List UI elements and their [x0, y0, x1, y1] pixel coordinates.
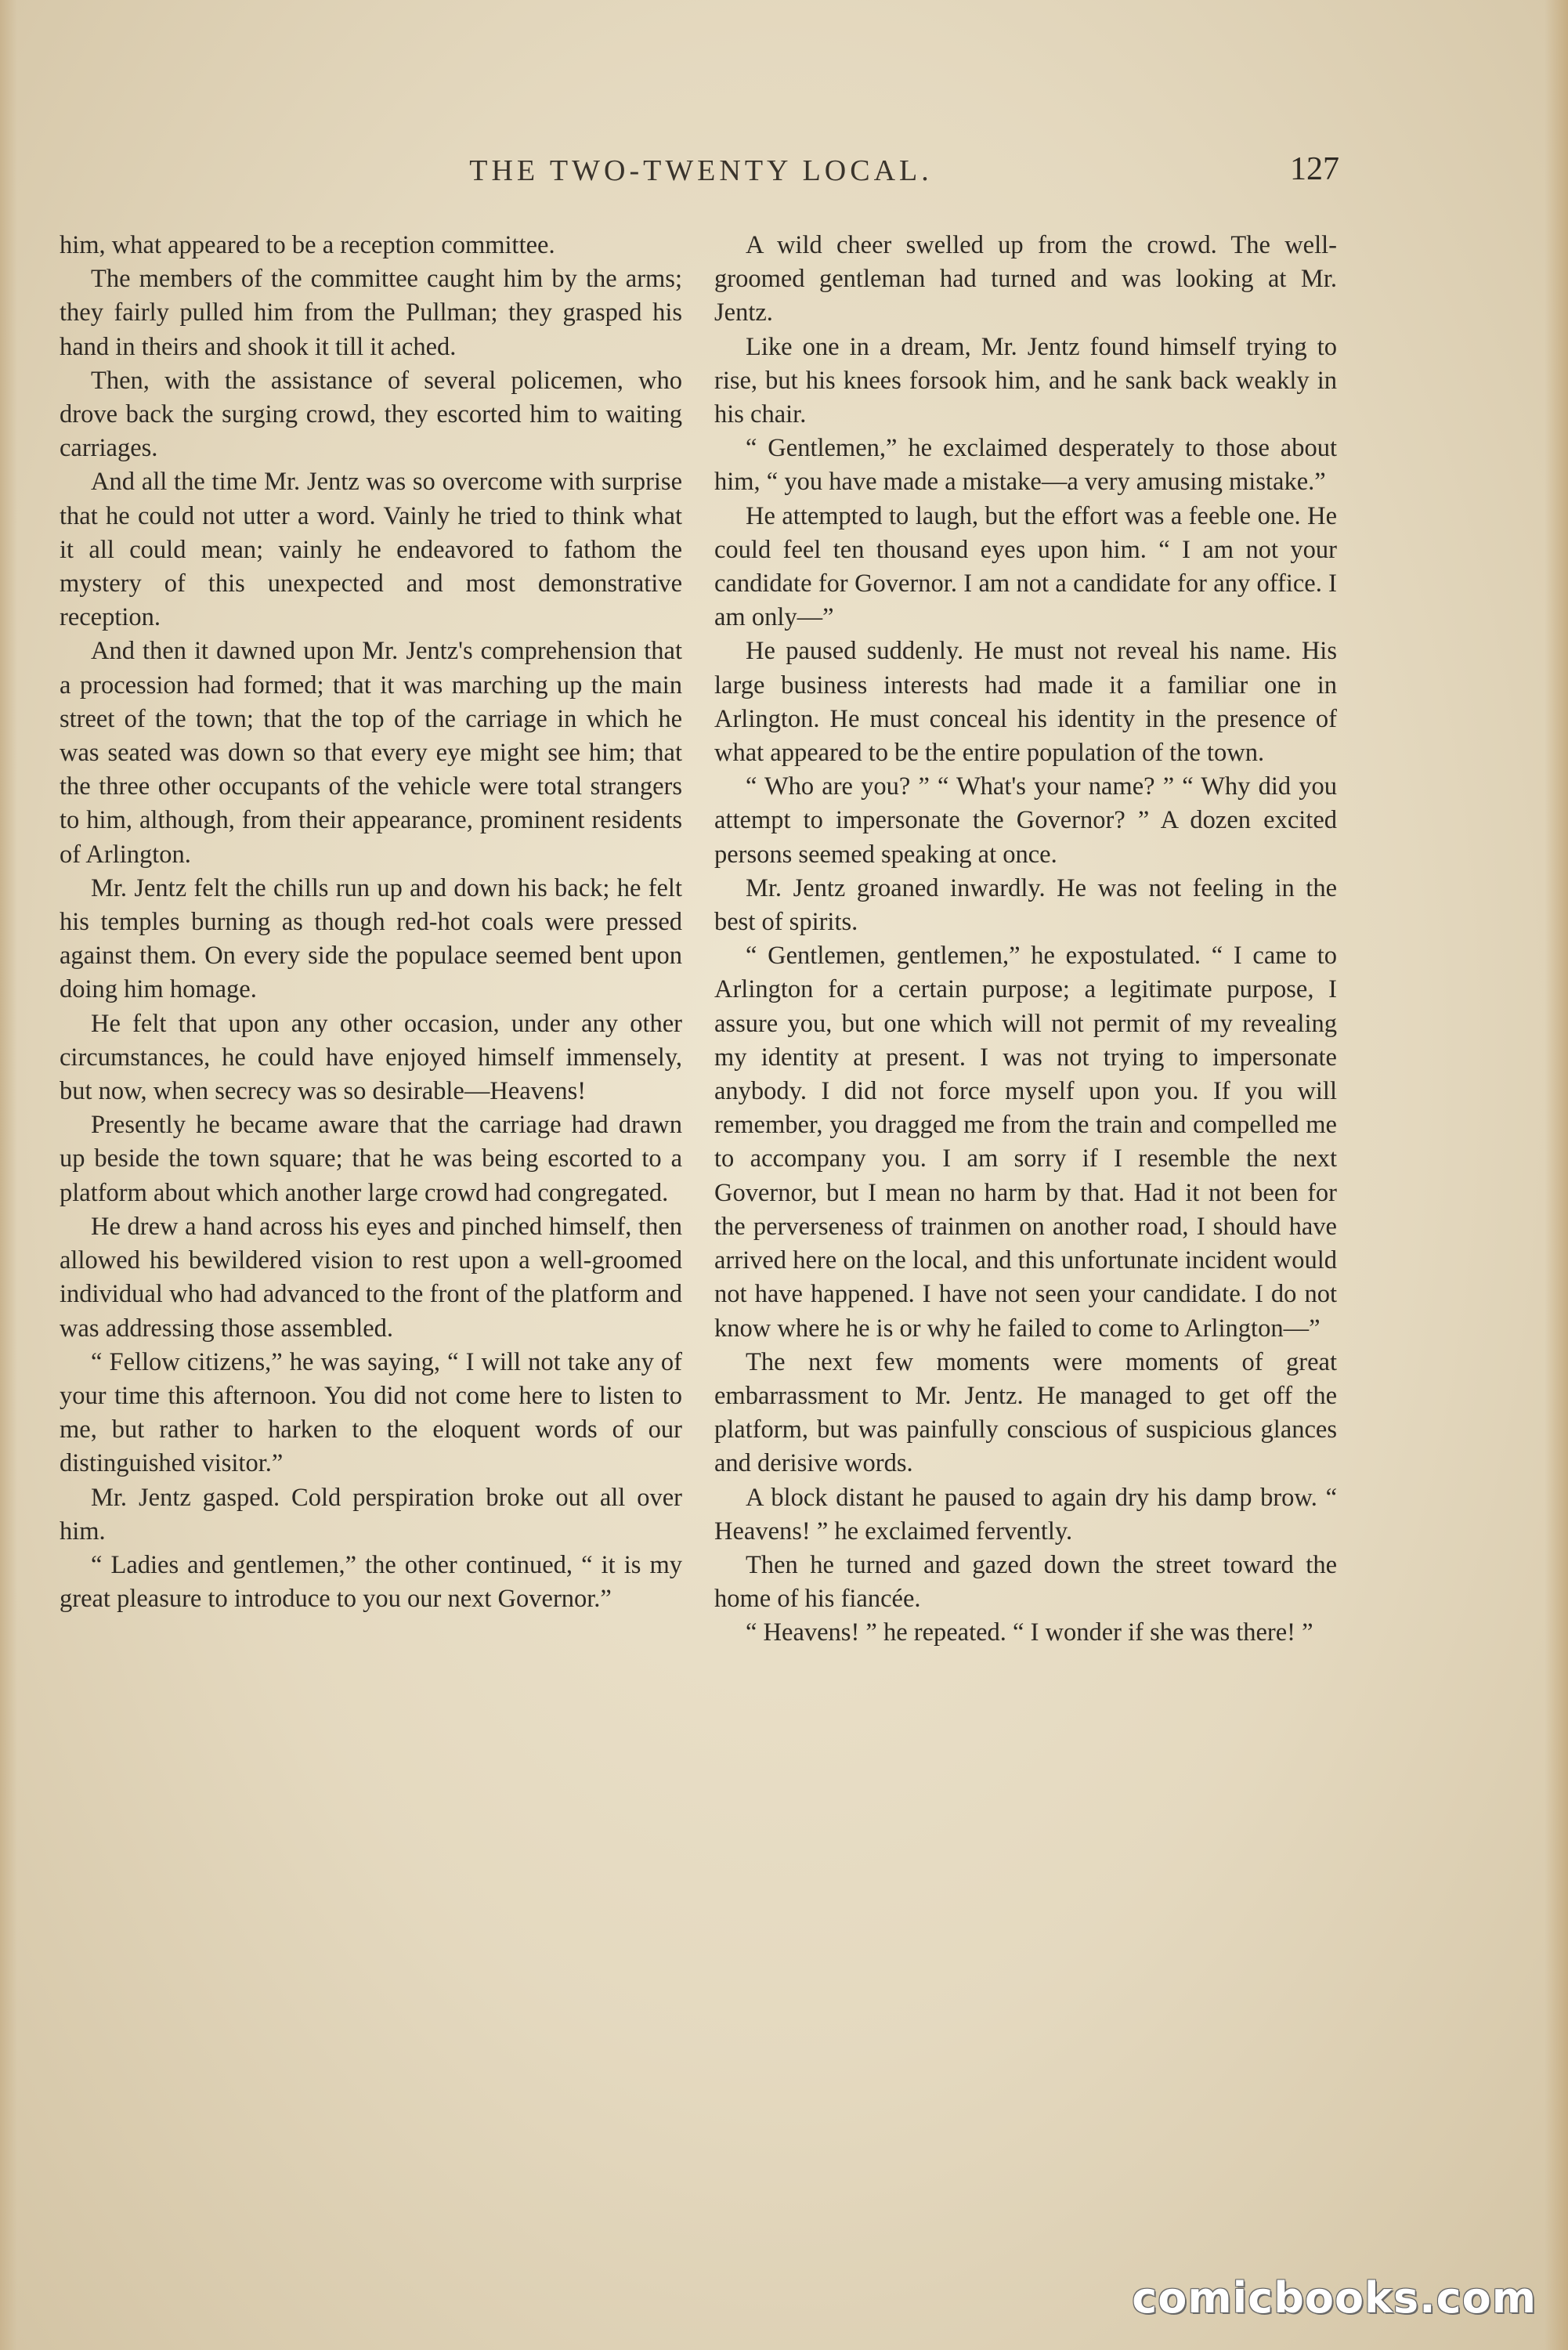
paragraph: Mr. Jentz gasped. Cold perspiration broke out all over him. [60, 1483, 682, 1546]
paragraph: “ Heavens! ” he repeated. “ I wonder if she was there! ” [746, 1618, 1313, 1647]
running-title: THE TWO-TWENTY LOCAL. [469, 154, 933, 187]
left-text-column [60, 229, 682, 1616]
page-edge-shadow-right [1545, 0, 1568, 2350]
paragraph: Like one in a dream, Mr. Jentz found himself trying to rise, but his knees forsook him, and he sank back weakly in his chair. [714, 332, 1337, 429]
page-number: 127 [1290, 151, 1339, 187]
paragraph: Mr. Jentz groaned inwardly. He was not feeling in the best of spirits. [714, 873, 1337, 937]
paragraph: “ Fellow citizens,” he was saying, “ I will not take any of your time this afternoon. You did not come here to listen to me, but rather to harken to the eloquent words of our distinguished visitor.” [60, 1347, 682, 1478]
paragraph: The next few moments were moments of great embarrassment to Mr. Jentz. He managed to get off the platform, but was painfully conscious of suspicious glances and derisive words. [714, 1347, 1337, 1478]
page-header [63, 151, 1339, 201]
paragraph: “ Who are you? ” “ What's your name? ” “ Why did you attempt to impersonate the Governor? ” A dozen excited persons seemed speaking at once. [714, 772, 1337, 869]
paragraph: And all the time Mr. Jentz was so overcome with surprise that he could not utter a word. Vainly he tried to think what it all could mean; vainly he endeavored to fathom the mystery of this unexpected and most demonstrative reception. [60, 468, 682, 632]
paragraph: “ Gentlemen, gentlemen,” he expostulated. “ I came to Arlington for a certain purpose; a legitimate purpose, I assure you, but one which will not permit of my revealing my identity at present. I was not trying to impersonate anybody. I did not force myself upon you. If you will remember, you dragged me from the train and compelled me to accompany you. I am sorry if I resemble the next Governor, but I mean no harm by that. Had it not been for the perverseness of trainmen on another road, I should have arrived here on the local, and this unfortunate incident would not have happened. I have not seen your candidate. I do not know where he is or why he failed to come to Arlington—” [714, 942, 1337, 1343]
paragraph: And then it dawned upon Mr. Jentz's comprehension that a procession had formed; that it was marching up the main street of the town; that the top of the carriage in which he was seated was down so that every eye might see him; that the three other occupants of the vehicle were total strangers to him, although, from their appearance, prominent residents of Arlington. [60, 637, 682, 869]
paragraph: Then he turned and gazed down the street toward the home of his fiancée. [714, 1550, 1337, 1614]
paragraph: “ Gentlemen,” he exclaimed desperately to those about him, “ you have made a mistake—a very amusing mistake.” [714, 434, 1337, 497]
paragraph: A wild cheer swelled up from the crowd. The well-groomed gentleman had turned and was looking at Mr. Jentz. [714, 231, 1337, 327]
paragraph: Mr. Jentz felt the chills run up and down his back; he felt his temples burning as though red-hot coals were pressed against them. On every side the populace seemed bent upon doing him homage. [60, 873, 682, 1004]
watermark: comicbooks.com [1132, 2273, 1537, 2323]
paragraph: He drew a hand across his eyes and pinched himself, then allowed his bewildered vision to rest upon a well-groomed individual who had advanced to the front of the platform and was addressing those assembled. [60, 1212, 682, 1343]
paragraph: He paused suddenly. He must not reveal his name. His large business interests had made it a familiar one in Arlington. He must conceal his identity in the presence of what appeared to be the entire population of the town. [714, 637, 1337, 768]
paragraph: him, what appeared to be a reception committee. [60, 231, 555, 259]
paragraph: Presently he became aware that the carriage had drawn up beside the town square; that he was being escorted to a platform about which another large crowd had congregated. [60, 1111, 682, 1207]
paragraph: The members of the committee caught him by the arms; they fairly pulled him from the Pullman; they grasped his hand in theirs and shook it till it ached. [60, 265, 682, 361]
paragraph: Then, with the assistance of several policemen, who drove back the surging crowd, they escorted him to waiting carriages. [60, 366, 682, 463]
paragraph: He attempted to laugh, but the effort was a feeble one. He could feel ten thousand eyes upon him. “ I am not your candidate for Governor. I am not a candidate for any office. I am only—” [714, 501, 1337, 632]
right-text-column [714, 229, 1337, 1650]
paragraph: “ Ladies and gentlemen,” the other continued, “ it is my great pleasure to introduce to you our next Governor.” [60, 1550, 682, 1614]
paragraph: He felt that upon any other occasion, under any other circumstances, he could have enjoyed himself immensely, but now, when secrecy was so desirable—Heavens! [60, 1009, 682, 1106]
paragraph: A block distant he paused to again dry his damp brow. “ Heavens! ” he exclaimed fervently. [714, 1483, 1337, 1546]
page-edge-shadow-left [0, 0, 17, 2350]
